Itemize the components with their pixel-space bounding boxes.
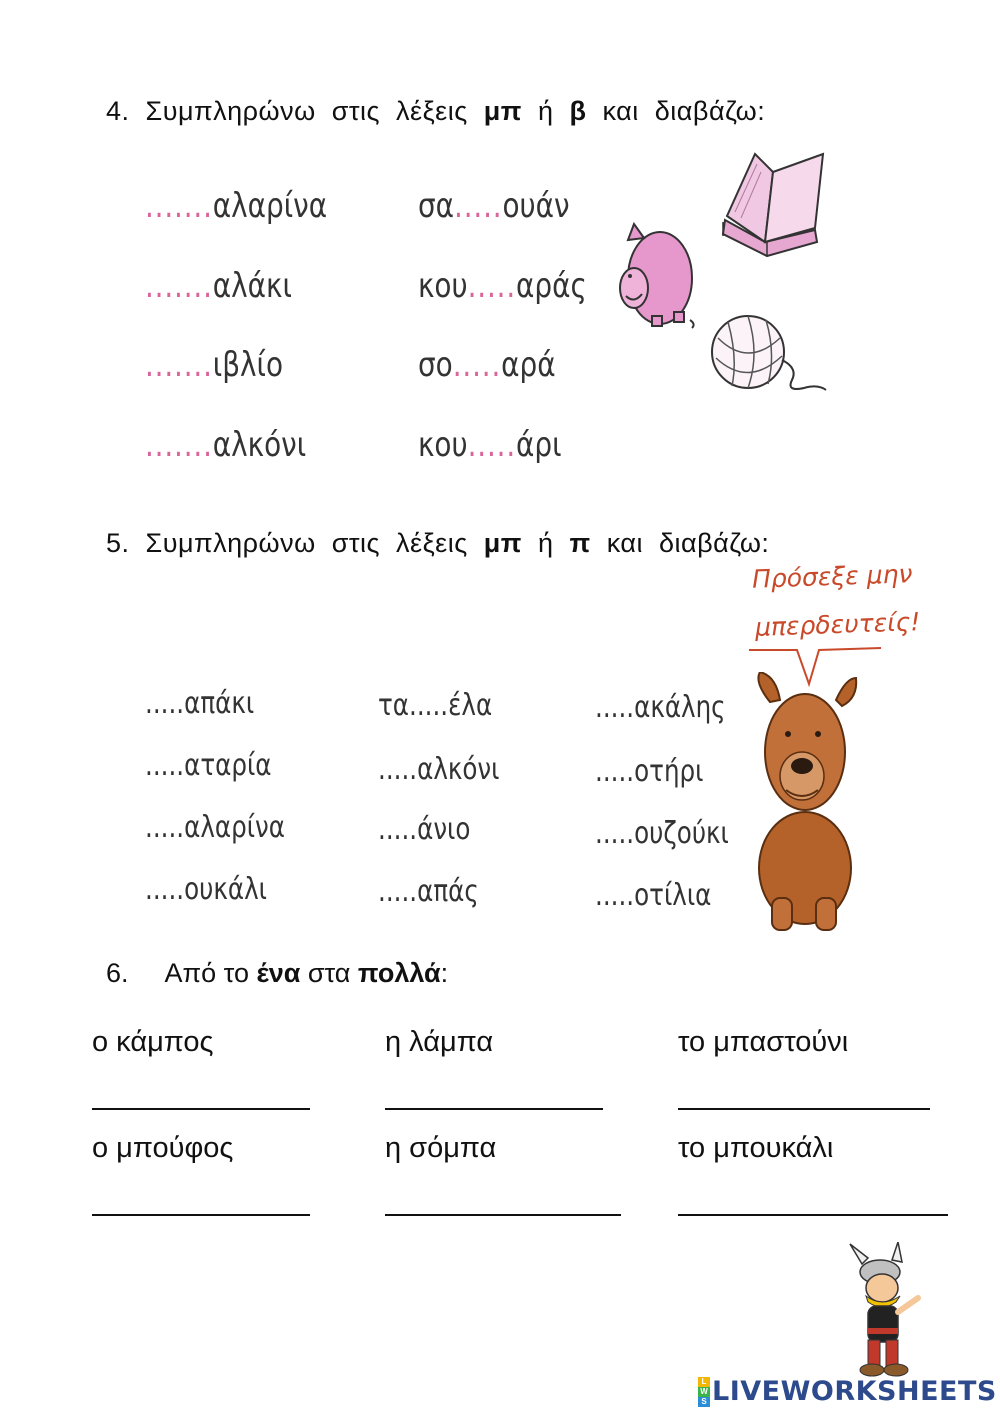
- blank-dots[interactable]: .....: [595, 754, 635, 789]
- speech-bubble-line-1: Πρόσεξε μην: [751, 559, 913, 594]
- ex5-word-9: .....ακάλης: [595, 690, 726, 725]
- option-mp: μπ: [483, 96, 522, 126]
- ex5-word-12: .....οτίλια: [595, 878, 712, 913]
- answer-line-4[interactable]: [92, 1214, 310, 1216]
- ex5-word-1: .....απάκι: [145, 686, 255, 721]
- ex5-word-11: .....ουζούκι: [595, 816, 729, 851]
- ex4-word-1: .......αλαρίνα: [145, 186, 328, 226]
- answer-line-1[interactable]: [92, 1108, 310, 1110]
- singular-word-3: το μπαστούνι: [678, 1026, 849, 1058]
- blank-dots[interactable]: .......: [145, 186, 213, 226]
- ex4-word-4: .......αλκόνι: [145, 425, 307, 465]
- exercise-6-title: 6. Από το ένα στα πολλά:: [106, 958, 449, 988]
- singular-word-6: το μπουκάλι: [678, 1132, 834, 1164]
- singular-word-2: η λάμπα: [385, 1026, 494, 1058]
- blank-dots[interactable]: .....: [145, 748, 185, 783]
- ex5-word-4: .....ουκάλι: [145, 872, 267, 907]
- ex5-word-8: .....απάς: [378, 874, 479, 909]
- option-mp: μπ: [483, 528, 522, 558]
- logo-letter-w: W: [698, 1387, 710, 1397]
- answer-line-5[interactable]: [385, 1214, 621, 1216]
- blank-dots[interactable]: .....: [145, 686, 185, 721]
- blank-dots[interactable]: .....: [378, 874, 418, 909]
- ex5-word-5: τα.....έλα: [378, 688, 493, 723]
- book-illustration: [715, 142, 830, 262]
- logo-letter-l: L: [698, 1377, 710, 1387]
- exercise-4-title: 4. Συμπληρώνω στις λέξεις μπ ή β και διαβάζω:: [106, 96, 766, 126]
- blank-dots[interactable]: .......: [145, 266, 213, 306]
- blank-dots[interactable]: .......: [145, 345, 213, 385]
- option-v: β: [569, 96, 587, 126]
- logo-mark: [698, 1377, 710, 1407]
- ex4-word-8: κου.....άρι: [418, 425, 562, 465]
- ex4-word-6: κου.....αράς: [418, 266, 587, 306]
- piggy-bank-illustration: [612, 216, 697, 331]
- ex4-word-3: .......ιβλίο: [145, 345, 284, 385]
- ex5-word-3: .....αλαρίνα: [145, 810, 286, 845]
- blank-dots[interactable]: .....: [145, 872, 185, 907]
- logo-letter-s: S: [698, 1397, 710, 1407]
- liveworksheets-logo[interactable]: [698, 1376, 997, 1407]
- exercise-5-title: 5. Συμπληρώνω στις λέξεις μπ ή π και διαβάζω:: [106, 528, 770, 558]
- ex5-word-6: .....αλκόνι: [378, 752, 500, 787]
- singular-word-5: η σόμπα: [385, 1132, 497, 1164]
- speech-bubble-line-2: μπερδευτείς!: [754, 607, 921, 642]
- blank-dots[interactable]: .....: [595, 816, 635, 851]
- yarn-ball-illustration: [708, 308, 833, 396]
- answer-line-3[interactable]: [678, 1108, 930, 1110]
- blank-dots[interactable]: .....: [467, 266, 517, 306]
- blank-dots[interactable]: .......: [145, 425, 213, 465]
- blank-dots[interactable]: .....: [409, 688, 449, 723]
- dog-illustration: [750, 672, 860, 934]
- blank-dots[interactable]: .....: [595, 690, 635, 725]
- blank-dots[interactable]: .....: [145, 810, 185, 845]
- gaul-character-illustration: [842, 1242, 932, 1382]
- brand-name: LIVEWORKSHEETS: [712, 1376, 997, 1407]
- singular-word-1: ο κάμπος: [92, 1026, 214, 1058]
- blank-dots[interactable]: .....: [378, 752, 418, 787]
- option-p: π: [569, 528, 591, 558]
- ex4-word-2: .......αλάκι: [145, 266, 292, 306]
- ex4-word-7: σο.....αρά: [418, 345, 556, 385]
- ex4-word-5: σα.....ουάν: [418, 186, 570, 226]
- blank-dots[interactable]: .....: [452, 345, 502, 385]
- ex5-word-7: .....άνιο: [378, 812, 471, 847]
- blank-dots[interactable]: .....: [467, 425, 517, 465]
- blank-dots[interactable]: .....: [595, 878, 635, 913]
- blank-dots[interactable]: .....: [454, 186, 503, 226]
- ex5-word-10: .....οτήρι: [595, 754, 704, 789]
- ex5-word-2: .....αταρία: [145, 748, 272, 783]
- blank-dots[interactable]: .....: [378, 812, 418, 847]
- answer-line-6[interactable]: [678, 1214, 948, 1216]
- singular-word-4: ο μπούφος: [92, 1132, 234, 1164]
- answer-line-2[interactable]: [385, 1108, 603, 1110]
